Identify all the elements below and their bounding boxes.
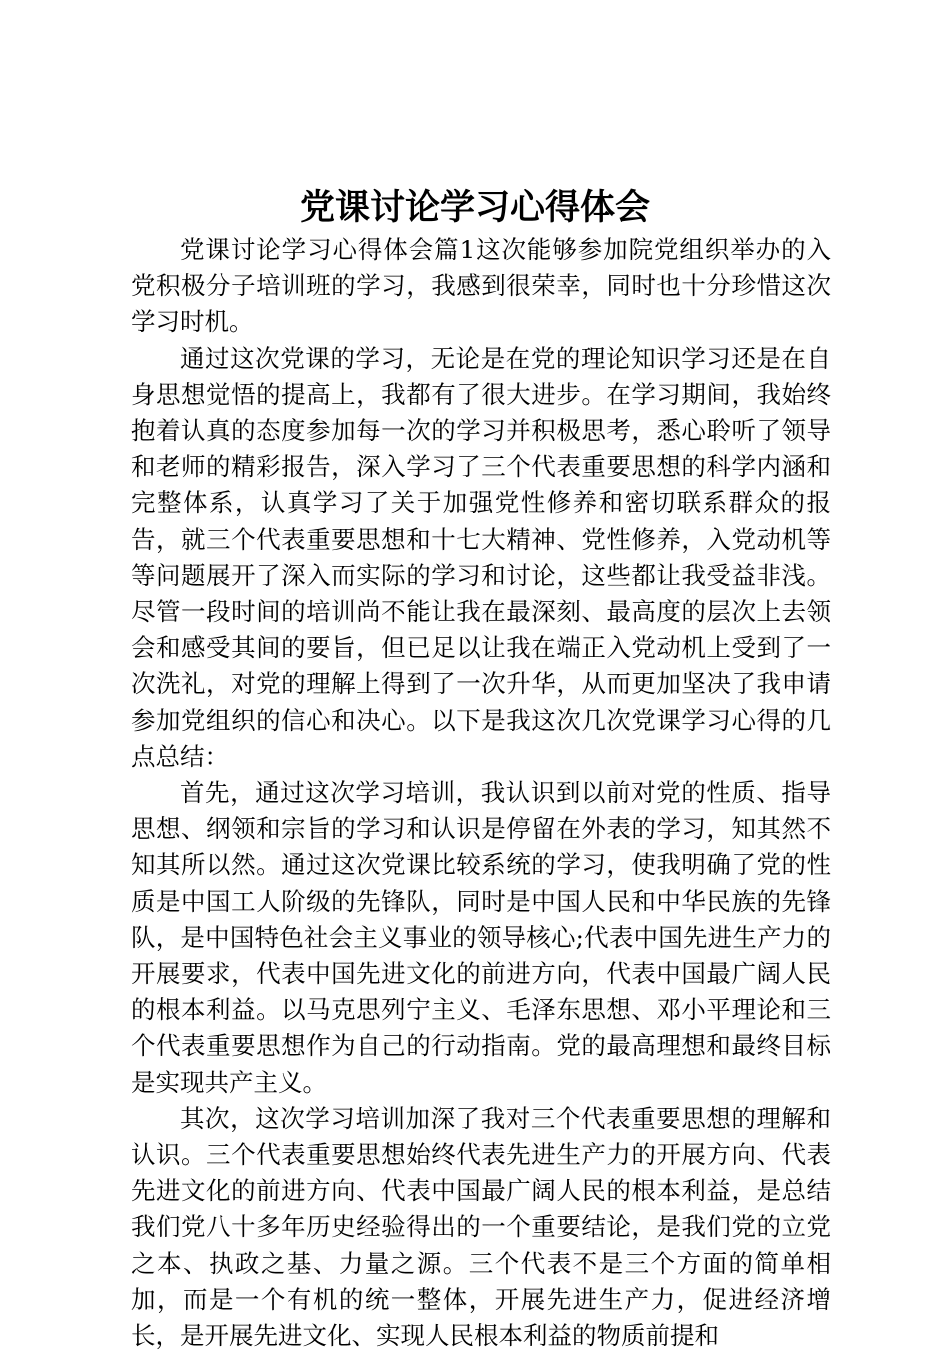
paragraph: 其次，这次学习培训加深了我对三个代表重要思想的理解和认识。三个代表重要思想始终代表先进生产力的开展方向、代表先进文化的前进方向、代表中国最广阔人民的根本利益，是总结我们党八十多年历史经验得出的一个重要结论，是我们党的立党之本、执政之基、力量之源。三个代表不是三个方面的简单相加，而是一个有机的统一整体，开展先进生产力，促进经济增长，是开展先进文化、实现人民根本利益的物质前提和 bbox=[131, 1103, 831, 1351]
paragraph: 通过这次党课的学习，无论是在党的理论知识学习还是在自身思想觉悟的提高上，我都有了很大进步。在学习期间，我始终抱着认真的态度参加每一次的学习并积极思考，悉心聆听了领导和老师的精彩报告，深入学习了三个代表重要思想的科学内涵和完整体系，认真学习了关于加强党性修养和密切联系群众的报告，就三个代表重要思想和十七大精神、党性修养，入党动机等等问题展开了深入而实际的学习和讨论，这些都让我受益非浅。尽管一段时间的培训尚不能让我在最深刻、最高度的层次上去领会和感受其间的要旨，但已足以让我在端正入党动机上受到了一次洗礼，对党的理解上得到了一次升华，从而更加坚决了我申请参加党组织的信心和决心。以下是我这次几次党课学习心得的几点总结： bbox=[131, 343, 831, 771]
document-body bbox=[131, 232, 831, 1354]
paragraph: 党课讨论学习心得体会篇1这次能够参加院党组织举办的入党积极分子培训班的学习，我感到很荣幸，同时也十分珍惜这次学习时机。 bbox=[131, 235, 831, 337]
paragraph: 首先，通过这次学习培训，我认识到以前对党的性质、指导思想、纲领和宗旨的学习和认识是停留在外表的学习，知其然不知其所以然。通过这次党课比较系统的学习，使我明确了党的性质是中国工人阶级的先锋队，同时是中国人民和中华民族的先锋队，是中国特色社会主义事业的领导核心;代表中国先进生产力的开展要求，代表中国先进文化的前进方向，代表中国最广阔人民的根本利益。以马克思列宁主义、毛泽东思想、邓小平理论和三个代表重要思想作为自己的行动指南。党的最高理想和最终目标是实现共产主义。 bbox=[131, 778, 831, 1097]
document-title: 党课讨论学习心得体会 bbox=[299, 187, 650, 228]
